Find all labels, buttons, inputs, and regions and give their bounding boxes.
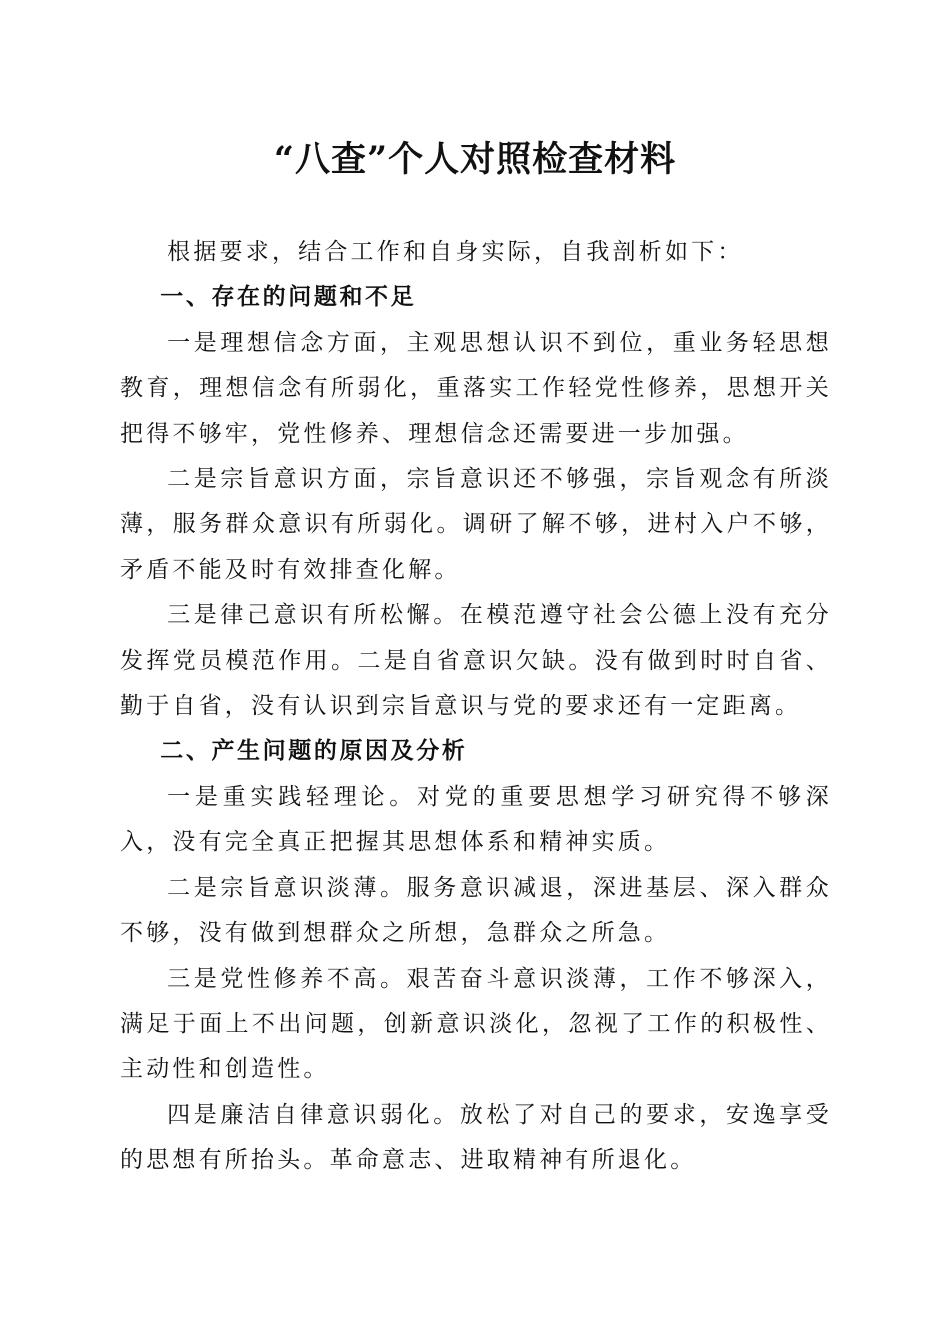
paragraph: [120, 321, 832, 457]
paragraph-text: 宗旨意识还不够强，宗旨观念有所淡薄，服务群众意识有所弱化。调研了解不够，进村入户不够，矛盾不能及时有效排查化解。: [120, 466, 832, 583]
paragraph-text: 放松了对自己的要求，安逸享受的思想有所抬头。革命意志、进取精神有所退化。: [120, 1101, 832, 1174]
paragraph-lead: 四是廉洁自律意识弱化。: [167, 1101, 460, 1128]
section-problems: [120, 275, 832, 729]
paragraph: [120, 593, 832, 729]
paragraph-text: 对党的重要思想学习研究得不够深入，没有完全真正把握其思想体系和精神实质。: [120, 783, 832, 856]
paragraph-text: 艰苦奋斗意识淡薄，工作不够深入，满足于面上不出问题，创新意识淡化，忽视了工作的积极性、主动性和创造性。: [120, 965, 832, 1083]
section-heading: 二、产生问题的原因及分析: [160, 738, 468, 765]
paragraph-lead: 二是宗旨意识方面，: [167, 466, 407, 493]
paragraph-lead: 三是党性修养不高。: [167, 965, 407, 992]
section-heading: 一、存在的问题和不足: [160, 284, 417, 311]
paragraph-lead: 一是重实践轻理论。: [167, 783, 418, 810]
paragraph: [120, 957, 832, 1093]
paragraph-text: 服务意识减退，深进基层、深入群众不够，没有做到想群众之所想，急群众之所急。: [120, 874, 832, 947]
paragraph: [120, 775, 832, 866]
paragraph-lead: 二是宗旨意识淡薄。: [167, 874, 407, 901]
section-causes: [120, 729, 832, 1183]
paragraph: [120, 1093, 832, 1184]
paragraph-text: 主观思想认识不到位，重业务轻思想教育，理想信念有所弱化，重落实工作轻党性修养，思想开关把得不够牢，党性修养、理想信念还需要进一步加强。: [120, 329, 832, 447]
document-title: “八查”个人对照检查材料: [273, 139, 677, 180]
paragraph: [120, 866, 832, 957]
paragraph: [120, 457, 832, 593]
paragraph-lead: 一是理想信念方面，: [167, 329, 407, 356]
intro-paragraph: 根据要求，结合工作和自身实际，自我剖析如下：: [167, 239, 744, 265]
document-body: [120, 230, 832, 1184]
paragraph-lead: 三是律己意识有所松懈。: [167, 602, 460, 629]
paragraph-text: 在模范遵守社会公德上没有充分发挥党员模范作用。二是自省意识欠缺。没有做到时时自省、勤于自省，没有认识到宗旨意识与党的要求还有一定距离。: [120, 602, 832, 720]
